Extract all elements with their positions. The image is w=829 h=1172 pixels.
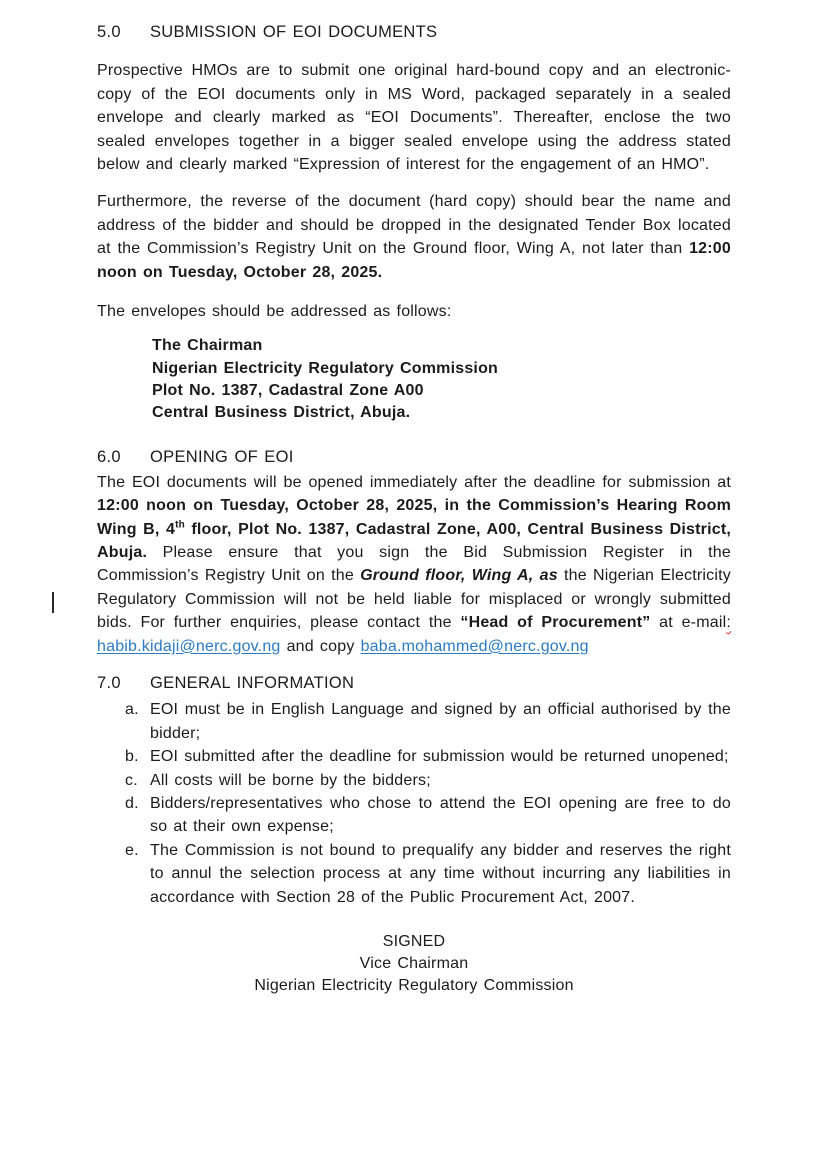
text-run: the Nigerian Electricity Regulatory Commission will not be held liable for misplaced or wrongly submitted bids. For further enquiries, please contact the (97, 567, 731, 632)
signed-label: SIGNED (382, 933, 446, 950)
section-6-title: OPENING OF EOI (150, 448, 294, 467)
section-5-title: SUBMISSION OF EOI DOCUMENTS (150, 23, 438, 41)
section-7-number: 7.0 (97, 673, 121, 692)
list-item-b (97, 745, 731, 768)
list-marker-c: c. (125, 771, 138, 789)
section-5-number: 5.0 (97, 23, 121, 41)
opening-deadline-bold-text: 12:00 noon on Tuesday, October 28, 2025, in the Commission’s Hearing Room Wing B, 4 (97, 497, 731, 538)
list-item-e (97, 839, 731, 909)
list-item-a (97, 698, 731, 745)
list-item-a-text: EOI must be in English Language and signed by an official authorised by the bidder; (150, 701, 731, 742)
general-info-list (97, 698, 731, 909)
revision-change-bar (52, 592, 54, 613)
text-run: at e-mail (650, 614, 727, 632)
list-marker-e: e. (125, 841, 139, 859)
opening-location-bold-text: floor, Plot No. 1387, Cadastral Zone, A00, Central Business District, Abuja. (97, 520, 731, 561)
text-run: Please ensure that you sign the Bid Submission Register in the Commission’s Registry Unit on the (97, 543, 731, 585)
signature-block (97, 931, 731, 998)
spellcheck-colon: : (726, 614, 731, 632)
section-submission (97, 21, 731, 424)
submission-paragraph-2 (97, 190, 731, 284)
address-intro-text: The envelopes should be addressed as follows: (97, 303, 452, 321)
list-item-c (97, 769, 731, 792)
opening-paragraph (97, 471, 731, 658)
ground-floor-bold-italic-text: Ground floor, Wing A, as (360, 567, 558, 585)
section-7-heading (97, 672, 731, 695)
section-7-title: GENERAL INFORMATION (150, 673, 355, 692)
head-of-procurement-bold-text: “Head of Procurement” (460, 614, 651, 632)
list-item-b-text: EOI submitted after the deadline for submission would be returned unopened; (150, 748, 729, 766)
address-line-organisation: Nigerian Electricity Regulatory Commission (152, 359, 499, 377)
text-run: and copy (280, 637, 361, 655)
list-marker-b: b. (125, 748, 139, 766)
signatory-title: Vice Chairman (359, 955, 469, 973)
section-opening (97, 446, 731, 658)
list-item-e-text: The Commission is not bound to prequalify any bidder and reserves the right to annul the selection process at any time without incurring any liabilities in accordance with Section 28 of the Public Procurement Act, 2007. (150, 841, 731, 906)
section-5-heading (97, 21, 731, 44)
signatory-organisation: Nigerian Electricity Regulatory Commission (254, 977, 574, 995)
email-link-habib[interactable]: habib.kidaji@nerc.gov.ng (97, 637, 281, 655)
address-block (152, 335, 731, 424)
section-6-number: 6.0 (97, 448, 121, 467)
submission-paragraph-1: Prospective HMOs are to submit one original hard-bound copy and an electronic-copy of the EOI documents only in MS Word, packaged separately in a sealed envelope and clearly marked as “EOI Documents”. Thereafter, enclose the two sealed envelopes together in a bigger sealed envelope using the address stated below and clearly marked “Expression of interest for the engagement of an HMO”. (97, 62, 731, 174)
list-item-c-text: All costs will be borne by the bidders; (150, 771, 431, 789)
text-run: Furthermore, the reverse of the document (hard copy) should bear the name and address of the bidder and should be dropped in the designated Tender Box located at the Commission’s Registry Unit on the Ground floor, Wing A, not later than (97, 193, 731, 258)
email-link-baba[interactable]: baba.mohammed@nerc.gov.ng (360, 637, 589, 655)
address-line-plot: Plot No. 1387, Cadastral Zone A00 (152, 381, 424, 399)
text-run: The EOI documents will be opened immediately after the deadline for submission at (97, 473, 731, 491)
list-item-d-text: Bidders/representatives who chose to attend the EOI opening are free to do so at their own expense; (150, 794, 731, 836)
section-6-heading (97, 446, 731, 469)
section-general-information (97, 672, 731, 909)
address-line-recipient: The Chairman (152, 337, 263, 355)
deadline-bold-text: 12:00 noon on Tuesday, October 28, 2025. (97, 240, 731, 281)
address-line-city: Central Business District, Abuja. (152, 404, 411, 422)
list-marker-d: d. (125, 794, 139, 812)
list-marker-a: a. (125, 701, 139, 719)
ordinal-superscript: th (175, 519, 185, 531)
list-item-d (97, 792, 731, 839)
